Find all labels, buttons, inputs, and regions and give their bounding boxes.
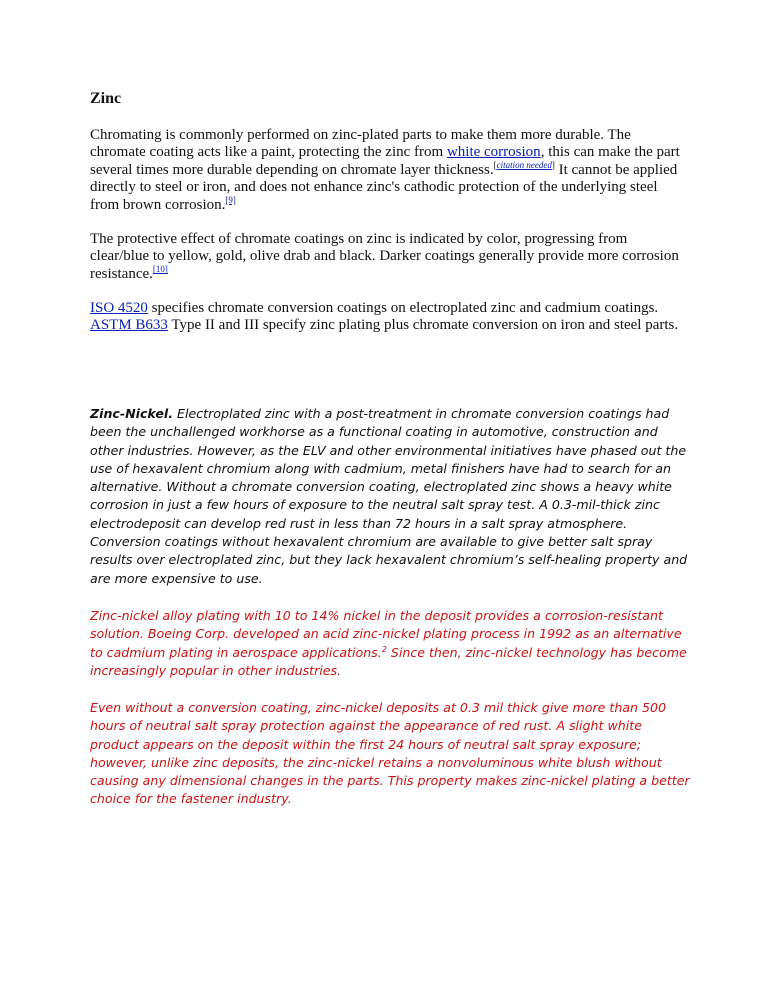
p1-text-1: Chromating is commonly performed on zinc-plated parts to make them more durable. The chromate coating acts like a paint, protecting the zinc from [90,127,631,161]
p1-text-2: , this can make the part several times more durable depending on chromate layer thickness. [90,144,680,178]
citation-10-link[interactable]: [10] [152,263,168,274]
conversion-coating-paragraph [90,699,690,809]
paragraph-standards [90,300,682,335]
paragraph-chromating [90,127,682,214]
citation-needed-link[interactable] [497,160,552,170]
p3-text-1: specifies chromate conversion coatings on electroplated zinc and cadmium coatings. [147,300,659,316]
alloy-text-2: Since then, zinc-nickel technology has become increasingly popular in other industries. [90,644,687,678]
p2-text: The protective effect of chromate coatings on zinc is indicated by color, progressing from clear/blue to yellow, gold, olive drab and black. Darker coatings generally provide more corrosion resistance. [90,231,679,282]
astm-b633-link[interactable]: ASTM B633 [90,317,168,334]
iso-4520-link[interactable]: ISO 4520 [90,300,148,316]
alloy-text-1: Zinc-nickel alloy plating with 10 to 14% nickel in the deposit provides a corrosion-resistant solution. Boeing Corp. developed an acid zinc-nickel plating process in 1992 as an alternative to cadmium plating in aerospace applications. [90,608,682,660]
conversion-text: Even without a conversion coating, zinc-nickel deposits at 0.3 mil thick give more than 500 hours of neutral salt spray protection against the appearance of red rust. A slight white product appears on the deposit within the first 24 hours of neutral salt spray exposure; however, unlike zinc deposits, the zinc-nickel retains a nonvoluminous white blush without causing any dimensional changes in the parts. This property makes zinc-nickel plating a better choice for the fastener industry. [90,700,690,807]
zinc-nickel-text: Electroplated zinc with a post-treatment in chromate conversion coatings had been the unchallenged workhorse as a functional coating in automotive, construction and other industries. However, as the ELV and other environmental initiatives have phased out the use of hexavalent chromium along with cadmium, metal finishers have had to search for an alternative. Without a chromate conversion coating, electroplated zinc shows a heavy white corrosion in just a few hours of exposure to the neutral salt spray test. A 0.3-mil-thick zinc electrodeposit can develop red rust in less than 72 hours in a salt spray atmosphere. Conversion coatings without hexavalent chromium are available to give better salt spray results over electroplated zinc, but they lack hexavalent chromium’s self-healing property and are more expensive to use. [90,406,688,586]
footnote-2: 2 [381,644,387,654]
paragraph-color [90,231,682,283]
zinc-nickel-title: Zinc-Nickel. [90,406,173,421]
citation-needed-text: citation needed [496,159,552,170]
zinc-nickel-alloy-paragraph [90,607,690,680]
white-corrosion-link[interactable]: white corrosion [446,144,541,161]
zinc-nickel-paragraph [90,405,690,588]
section-heading: Zinc [90,90,122,107]
p3-text-2: Type II and III specify zinc plating plus chromate conversion on iron and steel parts. [167,317,679,334]
citation-9-link[interactable]: [9] [225,194,236,205]
citation-needed[interactable]: [citation needed] [493,159,555,170]
p1-text-3: It cannot be applied directly to steel or iron, and does not enhance zinc's cathodic protection of the underlying steel from brown corrosion. [90,161,678,213]
